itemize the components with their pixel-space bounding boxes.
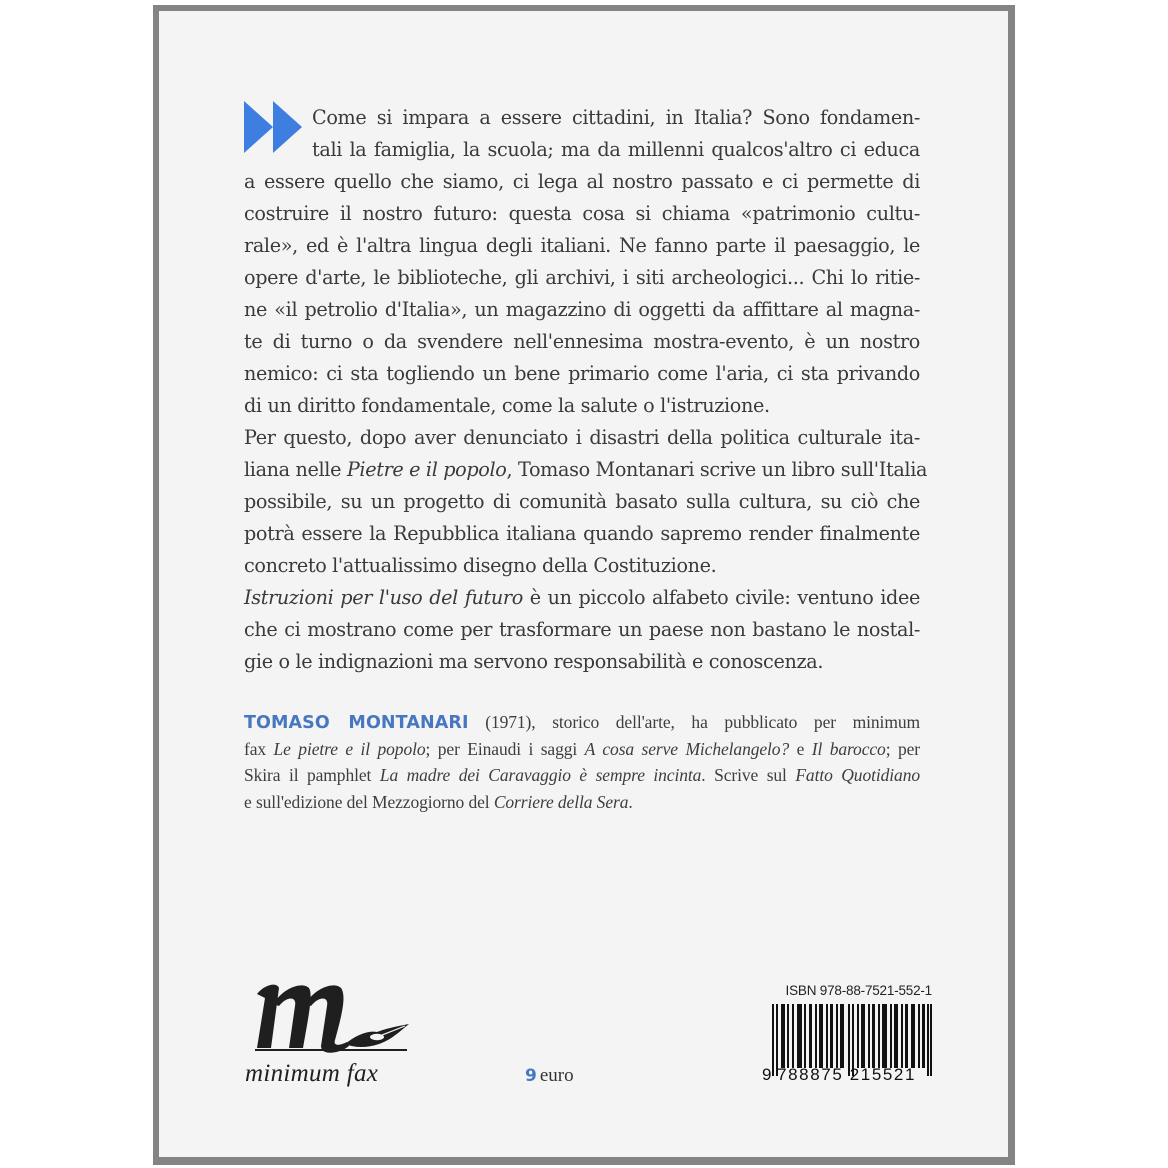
book-title-italic: La madre dei Caravaggio è sempre incinta (379, 765, 702, 785)
barcode-digit-prefix: 9 (762, 1065, 774, 1084)
blurb-line: gie o le indignazioni ma servono responsabilità e conoscenza. (244, 650, 824, 673)
publisher-name: minimum fax (245, 1060, 379, 1087)
text-run: Skira il pamphlet (244, 765, 380, 785)
blurb-line (244, 582, 920, 614)
text-run: fax (244, 738, 274, 759)
book-cover-frame (153, 5, 1015, 1165)
blurb-line: Come si impara a essere cittadini, in Italia? Sono fondamen- (312, 106, 920, 129)
blurb-line: ne «il petrolio d'Italia», un magazzino di oggetti da affittare al magna- (244, 298, 920, 321)
text-run: ; per Einaudi i saggi (425, 738, 585, 759)
bio-line (244, 709, 920, 736)
bio-line (244, 789, 920, 816)
text-run: . (628, 791, 633, 812)
blurb-line: concreto l'attualissimo disegno della Costituzione. (244, 554, 717, 577)
isbn-barcode-block (762, 983, 942, 1093)
text-run: . Scrive sul (701, 765, 796, 785)
text-run: è un piccolo alfabeto civile: ventuno idee (522, 586, 920, 609)
bio-line (244, 762, 920, 789)
text-run: e (789, 738, 812, 759)
back-cover-page (159, 11, 1008, 1157)
text-run: e sull'edizione del Mezzogiorno del (244, 791, 494, 812)
blurb-line: tali la famiglia, la scuola; ma da millenni qualcos'altro ci educa (312, 138, 920, 161)
book-title-italic: A cosa serve Michelangelo? (584, 738, 790, 759)
barcode-digits-left: 788875 (777, 1065, 844, 1084)
blurb-line: di un diritto fondamentale, come la salute o l'istruzione. (244, 394, 770, 417)
newspaper-title-italic: Fatto Quotidiano (795, 765, 920, 785)
blurb-line (244, 454, 928, 486)
author-bio (244, 709, 920, 815)
blurb-line: Per questo, dopo aver denunciato i disastri della politica culturale ita- (244, 426, 920, 449)
price-label (525, 1065, 574, 1087)
blurb-line: costruire il nostro futuro: questa cosa si chiama «patrimonio cultu- (244, 202, 920, 225)
minimum-fax-logo-icon (243, 974, 423, 1064)
book-title-italic: Il barocco (811, 738, 886, 759)
barcode-digits (762, 1065, 934, 1085)
blurb-line: a essere quello che siamo, ci lega al nostro passato e ci permette di (244, 170, 920, 193)
author-name: TOMASO MONTANARI (244, 713, 469, 733)
newspaper-title-italic: Corriere della Sera (493, 791, 629, 812)
blurb-line: opere d'arte, le biblioteche, gli archivi, i siti archeologici... Chi lo ritie- (244, 266, 920, 289)
text-run: , Tomaso Montanari scrive un libro sull'Italia (506, 458, 928, 481)
blurb-line: nemico: ci sta togliendo un bene primario come l'aria, ci sta privando (244, 362, 920, 385)
price-currency: euro (539, 1065, 574, 1086)
text-run: liana nelle (244, 458, 347, 481)
barcode-digits-right: 215521 (849, 1065, 917, 1084)
book-title-italic: Istruzioni per l'uso del futuro (244, 586, 523, 609)
blurb-text (244, 102, 928, 678)
publisher-logo (243, 974, 423, 1094)
blurb-line: te di turno o da svendere nell'ennesima mostra-evento, è un nostro (244, 330, 920, 353)
price-amount: 9 (525, 1066, 537, 1086)
book-title-italic: Pietre e il popolo (346, 458, 507, 481)
bio-line (244, 736, 920, 763)
blurb-line: possibile, su un progetto di comunità basato sulla cultura, su ciò che (244, 490, 920, 513)
text-run: ; per (885, 738, 920, 759)
text-run: (1971), storico dell'arte, ha pubblicato per minimum (468, 712, 920, 732)
book-title-italic: Le pietre e il popolo (273, 738, 426, 759)
blurb-line: potrà essere la Repubblica italiana quando sapremo render finalmente (244, 522, 920, 545)
isbn-label: ISBN 978-88-7521-552-1 (785, 983, 932, 998)
blurb-line: rale», ed è l'altra lingua degli italiani. Ne fanno parte il paesaggio, le (244, 234, 920, 257)
blurb-line: che ci mostrano come per trasformare un paese non bastano le nostal- (244, 618, 920, 641)
